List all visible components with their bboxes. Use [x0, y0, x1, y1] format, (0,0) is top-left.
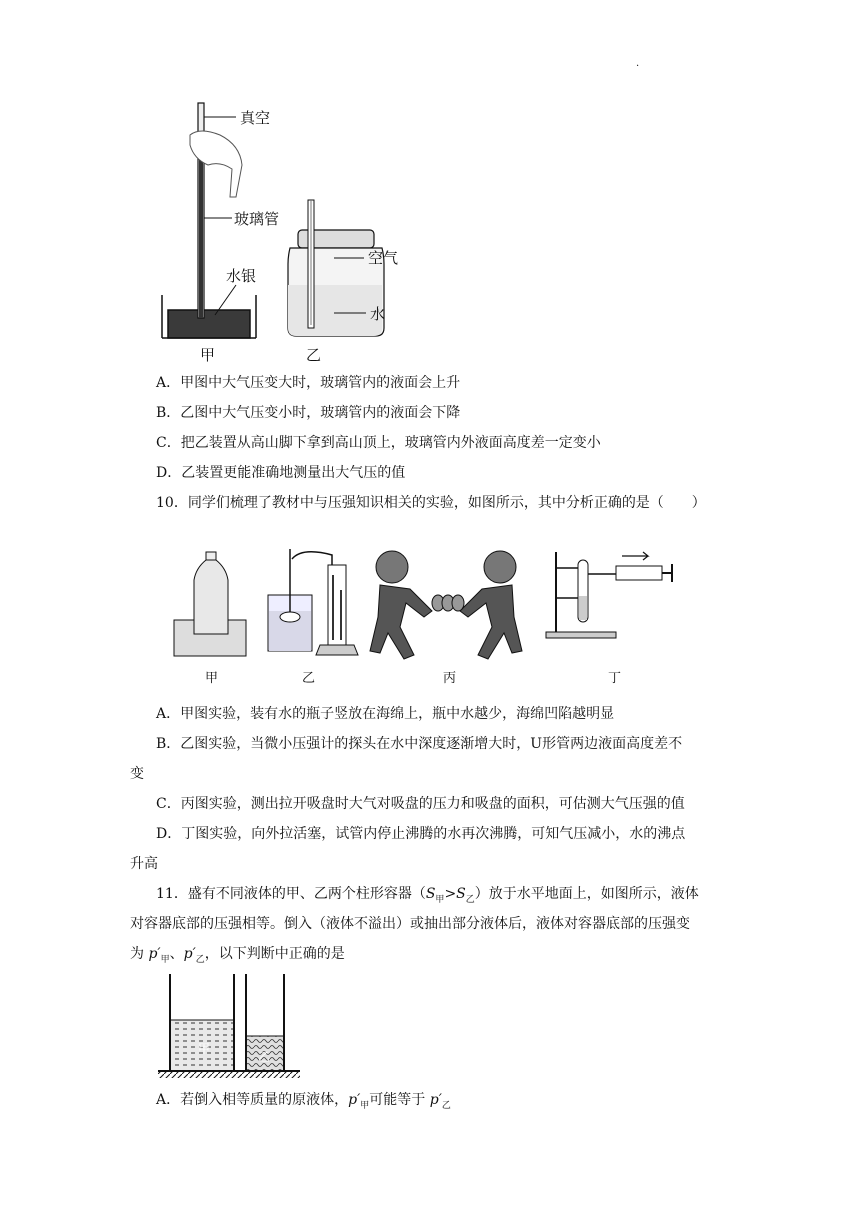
- q10-label-bing: 丙: [443, 671, 457, 686]
- label-yi: 乙: [306, 346, 322, 364]
- q10-fig-bing: [370, 545, 530, 660]
- q10-option-a: A．甲图实验，装有水的瓶子竖放在海绵上，瓶中水越少，海绵凹陷越明显: [156, 706, 615, 722]
- q11-stem-line3: 为 $p'_甲$、$p'_乙$，以下判断中正确的是: [130, 946, 345, 965]
- q10-option-d-line1: D．丁图实验，向外拉活塞，试管内停止沸腾的水再次沸腾，可知气压减小，水的沸点: [156, 826, 686, 842]
- q10-label-jia: 甲: [205, 671, 219, 686]
- q10-label-yi: 乙: [302, 671, 316, 686]
- label-air: 空气: [368, 249, 399, 267]
- label-glass-tube: 玻璃管: [234, 210, 280, 228]
- label-water: 水: [370, 305, 386, 323]
- q10-option-c: C．丙图实验，测出拉开吸盘时大气对吸盘的压力和吸盘的面积，可估测大气压强的值: [156, 796, 685, 812]
- label-jia: 甲: [200, 346, 216, 364]
- q10-option-d-line2: 升高: [130, 856, 158, 872]
- q9-option-a: A．甲图中大气压变大时，玻璃管内的液面会上升: [156, 375, 461, 391]
- q10-fig-yi: [264, 545, 359, 660]
- q11-option-a: A．若倒入相等质量的原液体，$p'_甲$可能等于 $p'_乙$: [156, 1092, 451, 1111]
- q10-option-b-line1: B．乙图实验，当微小压强计的探头在水中深度逐渐增大时，U形管两边液面高度差不: [156, 736, 683, 752]
- q9-apparatus-drawing: [150, 95, 450, 345]
- q10-fig-jia: [170, 550, 250, 660]
- q10-stem: 10．同学们梳理了教材中与压强知识相关的实验，如图所示，其中分析正确的是（ ）: [156, 495, 706, 511]
- q11-container-yi-label: 乙: [258, 1050, 271, 1064]
- q11-container-jia-label: 甲: [198, 1042, 211, 1056]
- q9-option-c: C．把乙装置从高山脚下拿到高山顶上，玻璃管内外液面高度差一定变小: [156, 435, 601, 451]
- q11-stem-line2: 对容器底部的压强相等。倒入（液体不溢出）或抽出部分液体后，液体对容器底部的压强变: [130, 916, 690, 932]
- label-mercury: 水银: [226, 267, 257, 285]
- q10-label-ding: 丁: [608, 671, 622, 686]
- label-vacuum: 真空: [240, 109, 271, 127]
- q9-option-d: D．乙装置更能准确地测量出大气压的值: [156, 465, 406, 481]
- q9-option-b: B．乙图中大气压变小时，玻璃管内的液面会下降: [156, 405, 461, 421]
- q10-fig-ding: [546, 548, 676, 658]
- q11-containers-drawing: [158, 972, 303, 1082]
- header-mark: .: [636, 58, 640, 69]
- q11-stem-line1: 11．盛有不同液体的甲、乙两个柱形容器$(S_甲>S_乙)$放于水平地面上，如图所示，液体: [156, 886, 699, 905]
- q10-option-b-line2: 变: [130, 766, 144, 782]
